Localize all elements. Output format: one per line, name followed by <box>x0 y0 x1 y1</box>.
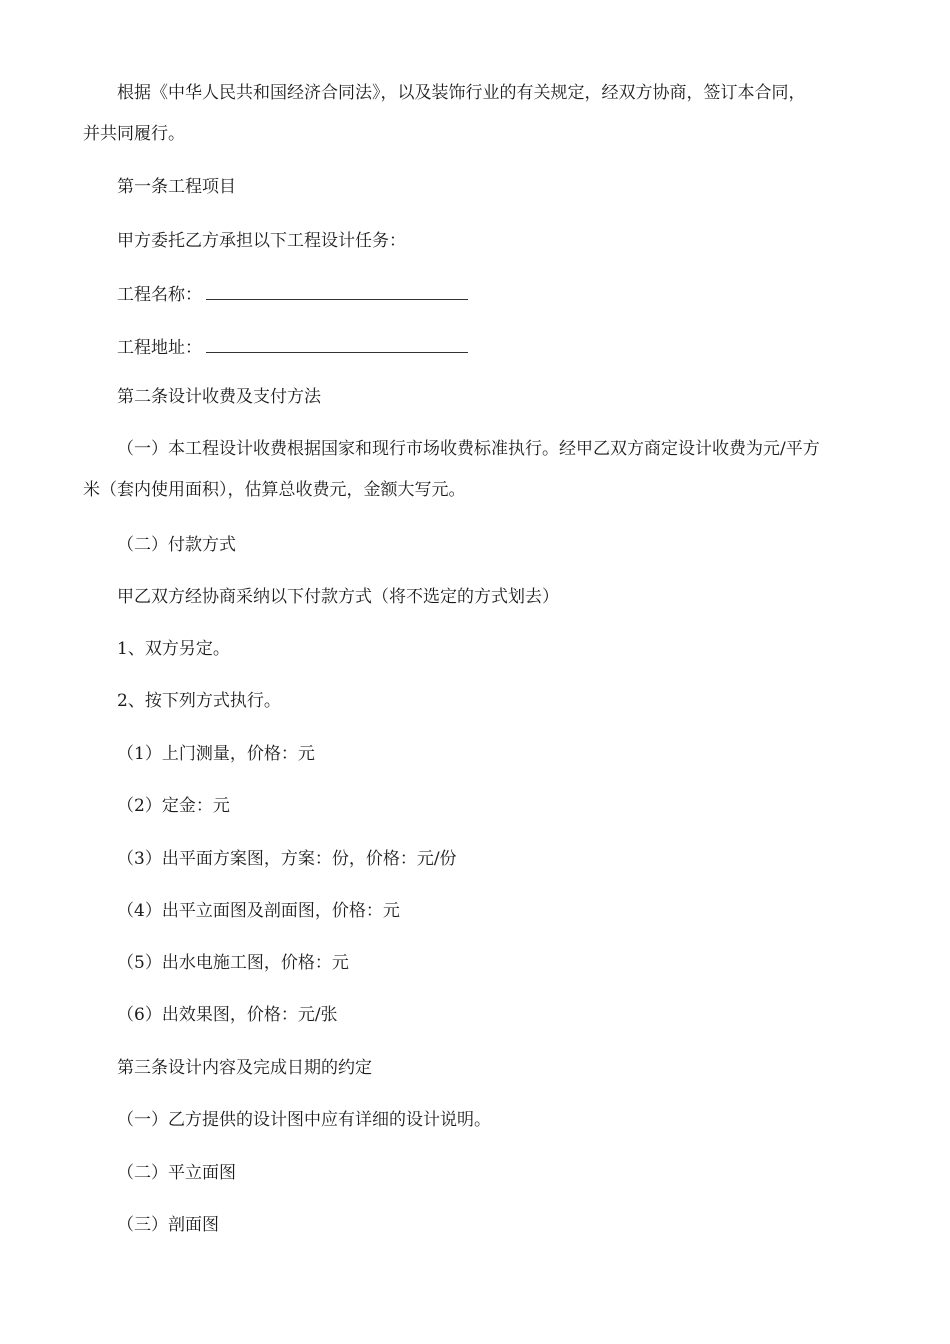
project-name-blank <box>206 281 468 300</box>
article3-item: （二）平立面图 <box>117 1163 236 1183</box>
intro-line-1: 根据《中华人民共和国经济合同法》，以及装饰行业的有关规定，经双方协商，签订本合同， <box>117 83 806 103</box>
project-address-label: 工程地址： <box>117 338 202 358</box>
payment-item: （2）定金：元 <box>117 796 230 816</box>
payment-item: （1）上门测量，价格：元 <box>117 744 315 764</box>
intro-line-2: 并共同履行。 <box>83 124 185 144</box>
payment-item: （5）出水电施工图，价格：元 <box>117 953 349 973</box>
project-name-row <box>83 281 873 308</box>
fee-paragraph <box>83 436 873 503</box>
payment-heading: （二）付款方式 <box>117 535 236 555</box>
article3-heading: 第三条设计内容及完成日期的约定 <box>117 1058 372 1078</box>
project-name-label: 工程名称： <box>117 285 202 305</box>
article1-text: 甲方委托乙方承担以下工程设计任务： <box>117 231 406 251</box>
article3-item: （一）乙方提供的设计图中应有详细的设计说明。 <box>117 1110 491 1130</box>
article3-item: （三）剖面图 <box>117 1215 219 1235</box>
project-address-row <box>83 334 873 361</box>
intro-paragraph <box>83 80 873 147</box>
article2-heading: 第二条设计收费及支付方法 <box>117 387 321 407</box>
payment-option-1: 1、双方另定。 <box>117 639 230 659</box>
payment-item: （4）出平立面图及剖面图，价格：元 <box>117 901 400 921</box>
project-address-blank <box>206 334 468 353</box>
fee-line-2: 米（套内使用面积），估算总收费元，金额大写元。 <box>83 480 466 500</box>
payment-item: （3）出平面方案图，方案：份，价格：元/份 <box>117 849 457 869</box>
payment-item: （6）出效果图，价格：元/张 <box>117 1005 338 1025</box>
payment-text: 甲乙双方经协商采纳以下付款方式（将不选定的方式划去） <box>117 587 559 607</box>
payment-option-2: 2、按下列方式执行。 <box>117 691 281 711</box>
fee-line-1: （一）本工程设计收费根据国家和现行市场收费标准执行。经甲乙双方商定设计收费为元/平方 <box>117 439 820 459</box>
article1-heading: 第一条工程项目 <box>117 177 236 197</box>
